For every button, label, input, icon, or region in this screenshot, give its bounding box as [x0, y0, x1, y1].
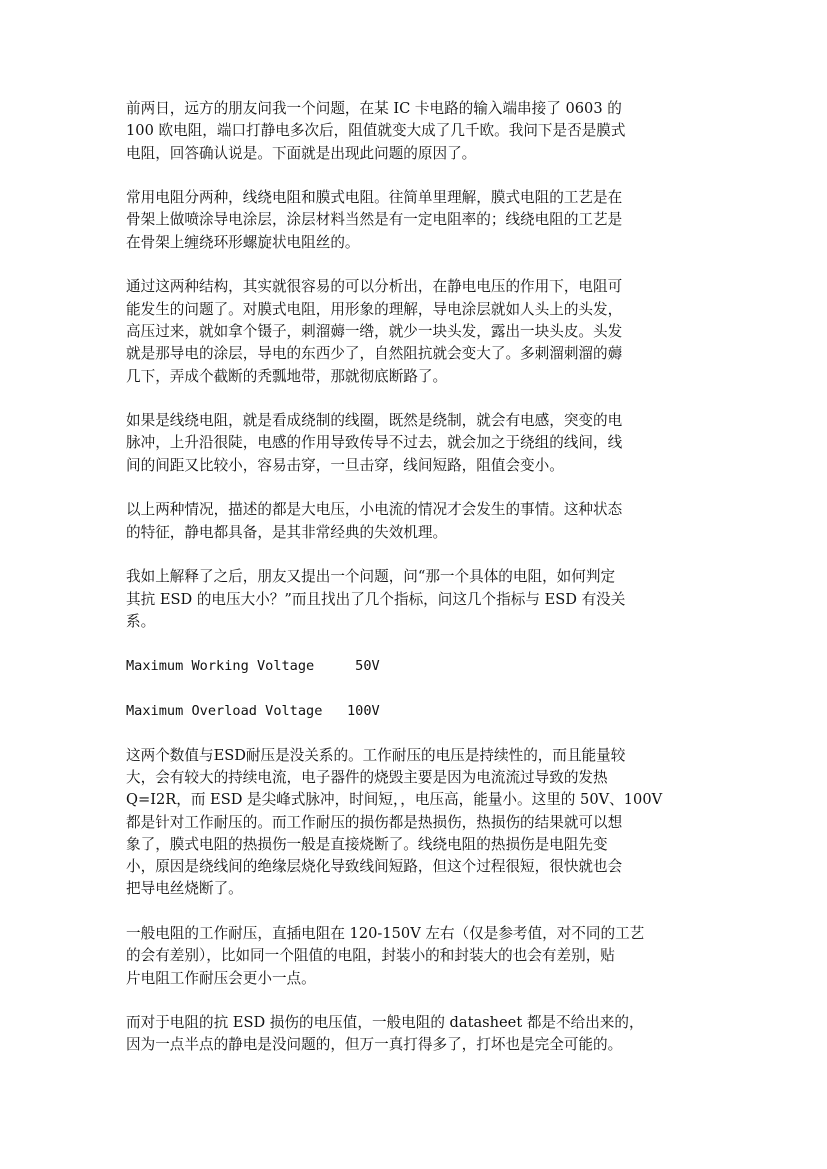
text-line: 就是那导电的涂层，导电的东西少了，自然阻抗就会变大了。多刺溜刺溜的薅 — [126, 345, 623, 363]
text-line: 都是针对工作耐压的。而工作耐压的损伤都是热损伤，热损伤的结果就可以想 — [126, 813, 623, 831]
spec-working-voltage: Maximum Working Voltage 50V — [126, 658, 380, 675]
paragraph-voltage-explanation — [126, 745, 704, 901]
text-line: 能发生的问题了。对膜式电阻，用形象的理解，导电涂层就如人头上的头发， — [126, 300, 623, 318]
text-line: 的特征，静电都具备，是其非常经典的失效机理。 — [126, 523, 448, 541]
text-line: 前两日，远方的朋友问我一个问题，在某 IC 卡电路的输入端串接了 0603 的 — [126, 100, 622, 117]
spec-overload-voltage: Maximum Overload Voltage 100V — [126, 703, 380, 720]
text-line: 脉冲，上升沿很陡，电感的作用导致传导不过去，就会加之于绕组的线间，线 — [126, 434, 623, 452]
paragraph-summary — [126, 499, 704, 544]
text-line: 通过这两种结构，其实就很容易的可以分析出，在静电电压的作用下，电阻可 — [126, 278, 623, 296]
text-line: 一般电阻的工作耐压，直插电阻在 120-150V 左右（仅是参考值，对不同的工艺 — [126, 924, 645, 942]
document-page — [126, 98, 704, 1079]
paragraph-resistor-types — [126, 187, 704, 254]
text-line: 如果是线绕电阻，就是看成绕制的线圈，既然是绕制，就会有电感，突变的电 — [126, 412, 623, 430]
paragraph-esd-datasheet — [126, 1012, 704, 1057]
paragraph-wirewound-failure — [126, 410, 704, 477]
text-line: 电阻，回答确认说是。下面就是出现此问题的原因了。 — [126, 144, 477, 162]
text-line: 骨架上做喷涂导电涂层，涂层材料当然是有一定电阻率的；线绕电阻的工艺是 — [126, 211, 623, 229]
text-line: 以上两种情况，描述的都是大电压，小电流的情况才会发生的事情。这种状态 — [126, 501, 623, 519]
text-line: 片电阻工作耐压会更小一点。 — [126, 969, 316, 987]
text-line: 的会有差别），比如同一个阻值的电阻，封装小的和封装大的也会有差别，贴 — [126, 947, 615, 965]
text-line: 把导电丝烧断了。 — [126, 880, 243, 898]
text-line: 在骨架上缠绕环形螺旋状电阻丝的。 — [126, 233, 360, 251]
text-line: 高压过来，就如拿个镊子，刺溜薅一绺，就少一块头发，露出一块头皮。头发 — [126, 322, 623, 340]
paragraph-question — [126, 566, 704, 633]
text-line: 100 欧电阻，端口打静电多次后，阻值就变大成了几千欧。我问下是否是膜式 — [126, 122, 626, 140]
text-line: 间的间距又比较小，容易击穿，一旦击穿，线间短路，阻值会变小。 — [126, 456, 564, 474]
text-line: 而对于电阻的抗 ESD 损伤的电压值，一般电阻的 datasheet 都是不给出来的， — [126, 1014, 644, 1032]
paragraph-intro — [126, 98, 704, 165]
text-line: 我如上解释了之后，朋友又提出一个问题，问“那一个具体的电阻，如何判定 — [126, 568, 616, 586]
paragraph-working-voltage-range — [126, 923, 704, 990]
text-line: 系。 — [126, 612, 156, 630]
text-line: 大，会有较大的持续电流，电子器件的烧毁主要是因为电流流过导致的发热 — [126, 768, 608, 786]
paragraph-film-resistor-failure — [126, 276, 704, 387]
text-line: 其抗 ESD 的电压大小？”而且找出了几个指标，问这几个指标与 ESD 有没关 — [126, 590, 626, 608]
text-line: 常用电阻分两种，线绕电阻和膜式电阻。往简单里理解，膜式电阻的工艺是在 — [126, 189, 623, 207]
text-line: 因为一点半点的静电是没问题的，但万一真打得多了，打坏也是完全可能的。 — [126, 1036, 623, 1054]
text-line: 这两个数值与ESD耐压是没关系的。工作耐压的电压是持续性的，而且能量较 — [126, 746, 626, 764]
text-line: Q=I2R，而 ESD 是尖峰式脉冲，时间短，，电压高，能量小。这里的 50V、100V — [126, 791, 663, 809]
text-line: 小，原因是绕线间的绝缘层烧化导致线间短路，但这个过程很短，很快就也会 — [126, 858, 623, 876]
text-line: 象了，膜式电阻的热损伤一般是直接烧断了。线绕电阻的热损伤是电阻先变 — [126, 835, 608, 853]
text-line: 几下，弄成个截断的秃瓢地带，那就彻底断路了。 — [126, 367, 448, 385]
